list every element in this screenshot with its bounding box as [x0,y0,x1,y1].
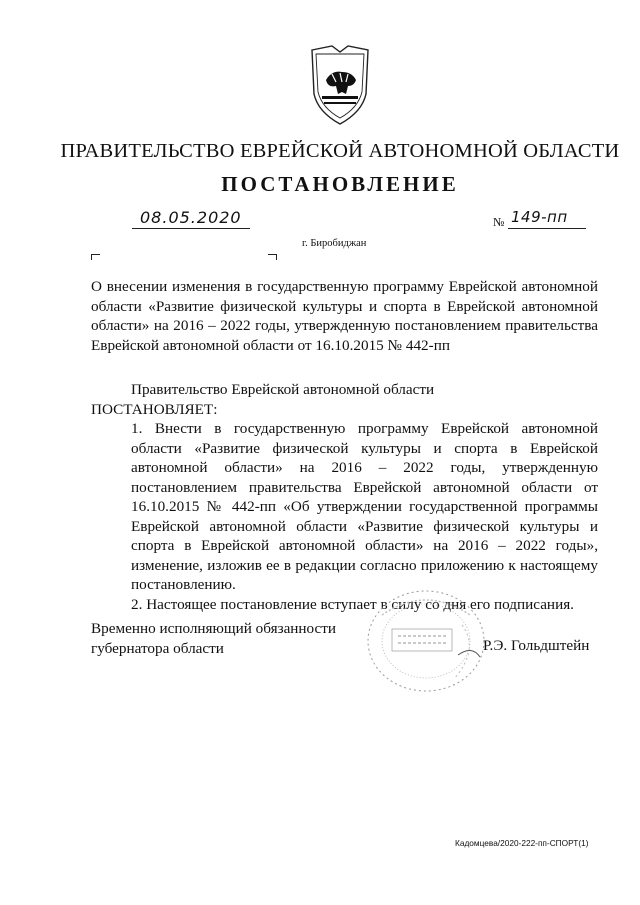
decree-subject [91,277,598,355]
stamp-seal-icon [362,585,490,697]
government-title: ПРАВИТЕЛЬСТВО ЕВРЕЙСКОЙ АВТОНОМНОЙ ОБЛАСТИ [60,140,620,162]
subject-line: области» на 2016 – 2022 годы, утвержденную постановлением правительства [91,317,598,334]
intro-text: Правительство Еврейской автономной области [131,381,435,398]
number-underline [508,228,586,229]
document-type: ПОСТАНОВЛЕНИЕ [221,172,459,196]
subject-line: области «Развитие физической культуры и спорта в Еврейской автономной [91,297,598,315]
coat-of-arms-icon [302,44,378,126]
resolve-text: ПОСТАНОВЛЯЕТ: [91,400,218,418]
signer-position [91,619,391,658]
file-reference: Кадомцева/2020-222-пп-СПОРТ(1) [455,838,589,848]
decree-body [91,380,598,614]
subject-line: Еврейской автономной области от 16.10.2015 № 442-пп [91,336,450,354]
date-underline [132,228,250,229]
corner-mark-right [268,254,277,260]
position-line: Временно исполняющий обязанности [91,620,337,637]
number-label: № [493,215,505,229]
subject-line: О внесении изменения в государственную программу Еврейской автономной [91,278,598,295]
decree-number: 149-пп [511,208,568,226]
city: г. Биробиджан [302,238,367,249]
decree-date: 08.05.2020 [140,208,242,227]
position-line: губернатора области [91,639,224,657]
item-2: 2. Настоящее постановление вступает в силу со дня его подписания. [131,595,574,613]
signer-name: Р.Э. Гольдштейн [483,637,590,654]
item-1: 1. Внести в государственную программу Еврейской автономной области «Развитие физической культуры и спорта в Еврейской автономной области» на 2016 – 2022 годы, утвержденную постановлением правительства Еврейской автономной области от 16.10.2015 № 442-пп «Об утверждении государственной программы Еврейской автономной области «Развитие физической культуры и спорта в Еврейской автономной области» на 2016 – 2022 годы», изменение, изложив ее в редакции согласно приложению к настоящему постановлению. [131,420,598,593]
corner-mark-left [91,254,100,260]
